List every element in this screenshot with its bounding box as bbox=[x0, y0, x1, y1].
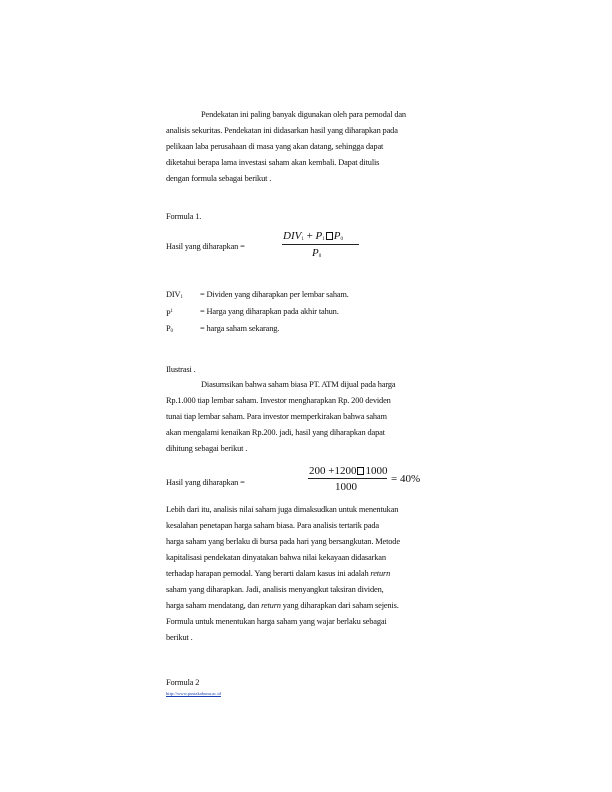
formula-1-p1: P bbox=[315, 230, 323, 242]
definition-desc: = Dividen yang diharapkan per lembar saham. bbox=[200, 290, 349, 299]
return-italic: return bbox=[261, 601, 281, 610]
formula-1-denominator-p: P bbox=[312, 247, 319, 259]
illustration-heading: Ilustrasi . bbox=[166, 365, 196, 374]
paragraph-1-line: dengan formula sebagai berikut . bbox=[166, 174, 272, 183]
paragraph-2-line: saham yang diharapkan. Jadi, analisis menyangkut taksiran dividen, bbox=[166, 585, 384, 594]
paragraph-2-line: Lebih dari itu, analisis nilai saham juga dimaksudkan untuk menentukan bbox=[166, 505, 399, 514]
paragraph-2-line: harga saham mendatang, dan return yang diharapkan dari saham sejenis. bbox=[166, 601, 399, 610]
paragraph-1-line: pelikaan laba perusahaan di masa yang akan datang, sehingga dapat bbox=[166, 142, 384, 151]
formula-1-div: DIV bbox=[283, 230, 302, 242]
formula-1-heading: Formula 1. bbox=[166, 212, 202, 221]
definition-term: $P^1$ bbox=[166, 308, 173, 318]
illustration-line: akan mengalami kenaikan Rp.200. jadi, hasil yang diharapkan dapat bbox=[166, 428, 385, 437]
paragraph-2-line: terhadap harapan pemodal. Yang berarti dalam kasus ini adalah return bbox=[166, 569, 391, 578]
paragraph-1-line: Pendekatan ini paling banyak digunakan oleh para pemodal dan bbox=[201, 110, 406, 119]
example-numerator bbox=[309, 465, 387, 477]
example-denominator: 1000 bbox=[335, 481, 357, 493]
illustration-line: dihitung sebagai berikut . bbox=[166, 444, 248, 453]
example-numerator-b: 1000 bbox=[365, 465, 388, 477]
formula-1-denominator-sub: 0 bbox=[318, 254, 322, 259]
formula-1-p1-sub: 1 bbox=[322, 237, 325, 242]
paragraph-1-line: diketahui berapa lama investasi saham akan kembali. Dapat ditulis bbox=[166, 158, 380, 167]
example-label: Hasil yang diharapkan = bbox=[166, 478, 245, 487]
paragraph-2-line: kesalahan penetapan harga saham biasa. Para analisis tertarik pada bbox=[166, 521, 379, 530]
paragraph-2-line: berikut . bbox=[166, 633, 193, 642]
paragraph-2-line: harga saham yang berlaku di bursa pada hari yang bersangkutan. Metode bbox=[166, 537, 400, 546]
illustration-line: tunai tiap lembar saham. Para investor memperkirakan bahwa saham bbox=[166, 412, 387, 421]
footer-link[interactable]: http://www.pustakabunu.ac.id bbox=[166, 691, 221, 696]
formula-1-plus: + bbox=[306, 230, 313, 242]
paragraph-1-line: analisis sekuritas. Pendekatan ini didasarkan hasil yang diharapkan pada bbox=[166, 126, 398, 135]
definition-term: $P_0$ bbox=[166, 324, 173, 334]
illustration-line: Rp.1.000 tiap lembar saham. Investor mengharapkan Rp. 200 deviden bbox=[166, 396, 391, 405]
missing-glyph-box bbox=[326, 232, 333, 240]
formula-1-fraction-bar bbox=[282, 244, 359, 245]
example-numerator-a: 200 +1200 bbox=[309, 465, 357, 477]
illustration-line: Diasumsikan bahwa saham biasa PT. ATM dijual pada harga bbox=[201, 380, 396, 389]
formula-1-p0: P bbox=[333, 230, 341, 242]
example-result: = 40% bbox=[391, 473, 421, 485]
formula-1-div-sub: 1 bbox=[301, 237, 304, 242]
example-fraction-bar bbox=[308, 478, 387, 479]
missing-glyph-box bbox=[357, 467, 364, 475]
formula-1-denominator bbox=[312, 247, 321, 263]
formula-1-p0-sub: 0 bbox=[340, 237, 344, 242]
definition-desc: = harga saham sekarang. bbox=[200, 324, 280, 333]
formula-1-label: Hasil yang diharapkan = bbox=[166, 242, 245, 251]
definition-desc: = Harga yang diharapkan pada akhir tahun. bbox=[200, 307, 339, 316]
formula-2-heading: Formula 2 bbox=[166, 678, 200, 687]
definition-term: $DIV_1$ bbox=[166, 290, 183, 300]
paragraph-2-line: Formula untuk menentukan harga saham yang wajar berlaku sebagai bbox=[166, 617, 387, 626]
return-italic: return bbox=[370, 569, 391, 578]
paragraph-2-line: kapitalisasi pendekatan dinyatakan bahwa nilai kekayaan didasarkan bbox=[166, 553, 386, 562]
